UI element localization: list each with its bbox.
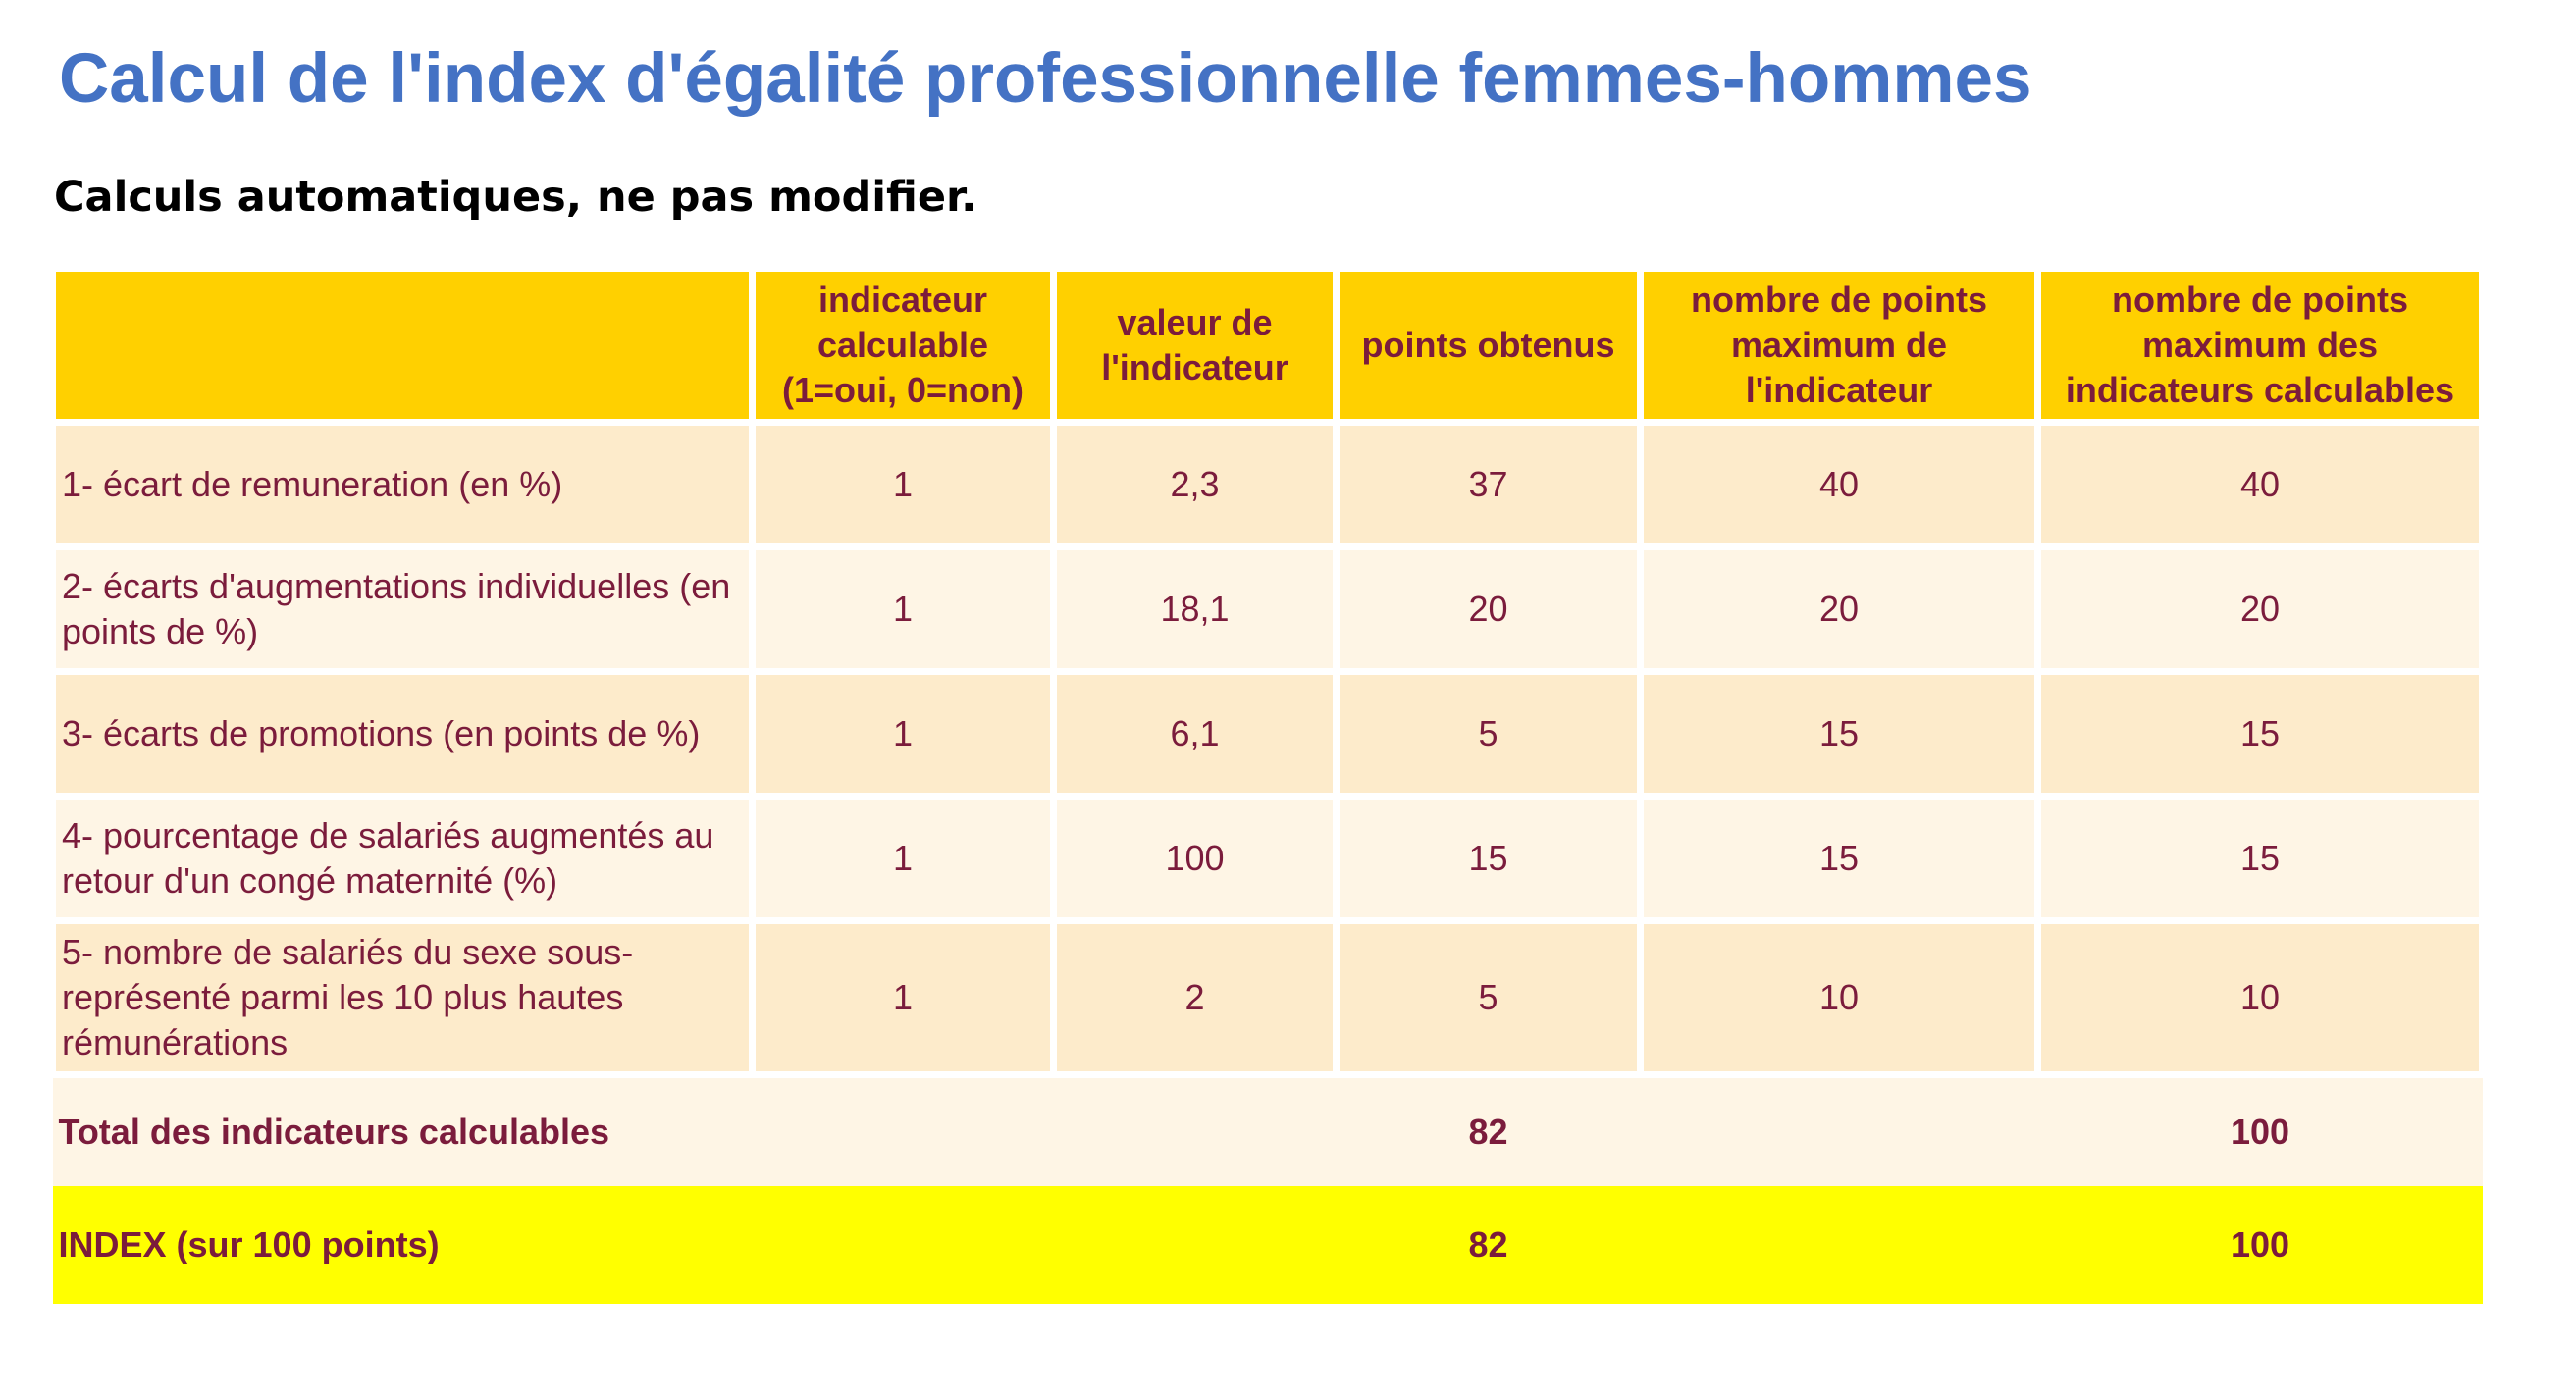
header-valeur: valeur de l'indicateur [1054, 269, 1337, 423]
header-label [53, 269, 753, 423]
cell-max-indicateur: 10 [1641, 921, 2038, 1075]
table-row [53, 423, 2483, 547]
cell-max-calculables: 15 [2038, 672, 2483, 797]
total-empty-valeur [1054, 1075, 1337, 1187]
page-title: Calcul de l'index d'égalité professionnelle femmes-hommes [59, 40, 2032, 118]
cell-points: 20 [1337, 547, 1641, 672]
cell-calculable: 1 [753, 672, 1054, 797]
cell-points: 5 [1337, 921, 1641, 1075]
index-table [49, 265, 2486, 1304]
page-subtitle: Calculs automatiques, ne pas modifier. [54, 173, 977, 222]
cell-valeur: 100 [1054, 797, 1337, 921]
cell-valeur: 6,1 [1054, 672, 1337, 797]
cell-max-calculables: 15 [2038, 797, 2483, 921]
cell-calculable: 1 [753, 797, 1054, 921]
header-calculable: indicateur calculable (1=oui, 0=non) [753, 269, 1054, 423]
cell-valeur: 2 [1054, 921, 1337, 1075]
row-label: 3- écarts de promotions (en points de %) [53, 672, 753, 797]
total-empty-calculable [753, 1075, 1054, 1187]
cell-points: 5 [1337, 672, 1641, 797]
cell-calculable: 1 [753, 547, 1054, 672]
cell-max-indicateur: 15 [1641, 672, 2038, 797]
index-points: 82 [1337, 1186, 1641, 1304]
cell-valeur: 18,1 [1054, 547, 1337, 672]
cell-max-calculables: 20 [2038, 547, 2483, 672]
header-points: points obtenus [1337, 269, 1641, 423]
cell-valeur: 2,3 [1054, 423, 1337, 547]
cell-calculable: 1 [753, 921, 1054, 1075]
header-max-calculables: nombre de points maximum des indicateurs calculables [2038, 269, 2483, 423]
row-label: 5- nombre de salariés du sexe sous-représenté parmi les 10 plus hautes rémunérations [53, 921, 753, 1075]
cell-max-indicateur: 20 [1641, 547, 2038, 672]
index-max-calculables: 100 [2038, 1186, 2483, 1304]
cell-max-indicateur: 15 [1641, 797, 2038, 921]
cell-calculable: 1 [753, 423, 1054, 547]
table-header-row [53, 269, 2483, 423]
index-label: INDEX (sur 100 points) [53, 1186, 753, 1304]
index-empty-max-indicateur [1641, 1186, 2038, 1304]
row-label: 1- écart de remuneration (en %) [53, 423, 753, 547]
index-row [53, 1186, 2483, 1304]
row-label: 4- pourcentage de salariés augmentés au retour d'un congé maternité (%) [53, 797, 753, 921]
cell-points: 37 [1337, 423, 1641, 547]
cell-max-calculables: 10 [2038, 921, 2483, 1075]
index-empty-calculable [753, 1186, 1054, 1304]
table-row [53, 797, 2483, 921]
index-empty-valeur [1054, 1186, 1337, 1304]
cell-max-calculables: 40 [2038, 423, 2483, 547]
row-label: 2- écarts d'augmentations individuelles (en points de %) [53, 547, 753, 672]
table-row [53, 672, 2483, 797]
total-points: 82 [1337, 1075, 1641, 1187]
total-max-calculables: 100 [2038, 1075, 2483, 1187]
table-row [53, 921, 2483, 1075]
cell-points: 15 [1337, 797, 1641, 921]
total-row [53, 1075, 2483, 1187]
cell-max-indicateur: 40 [1641, 423, 2038, 547]
header-max-indicateur: nombre de points maximum de l'indicateur [1641, 269, 2038, 423]
total-empty-max-indicateur [1641, 1075, 2038, 1187]
total-label: Total des indicateurs calculables [53, 1075, 753, 1187]
table-row [53, 547, 2483, 672]
